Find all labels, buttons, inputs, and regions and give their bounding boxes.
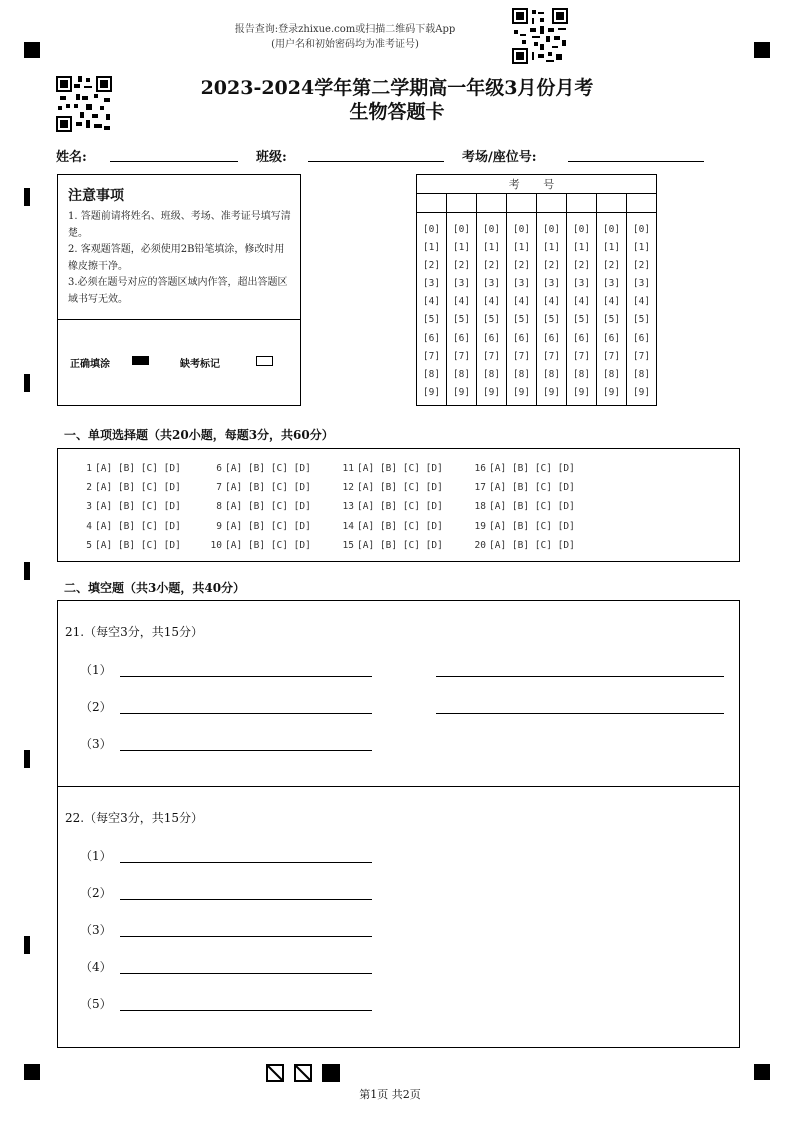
exam-digit-bubbles	[477, 221, 506, 402]
mc-option-bubbles[interactable]: [A] [B] [C] [D]	[225, 520, 311, 532]
notice-item: 2. 客观题答题，必须使用2B铅笔填涂，修改时用橡皮擦干净。	[68, 244, 285, 272]
mc-question-row	[468, 536, 575, 555]
answer-line[interactable]	[120, 1010, 372, 1011]
digit-bubble[interactable]: [6]	[452, 332, 471, 344]
answer-line[interactable]	[436, 676, 724, 677]
digit-bubble[interactable]: [7]	[452, 350, 471, 362]
mc-question-row	[204, 459, 311, 478]
q21-blank-3	[80, 735, 730, 755]
mc-question-number: 6	[216, 463, 222, 474]
exam-number-write-box[interactable]	[567, 194, 596, 213]
q22-blank-1	[80, 847, 400, 867]
exam-number-column	[597, 194, 627, 405]
mc-question-number: 17	[474, 482, 486, 494]
mc-option-bubbles[interactable]: [A] [B] [C] [D]	[489, 463, 575, 474]
blank-label: （1）	[80, 663, 112, 677]
timing-mark	[24, 750, 30, 768]
blank-label: （3）	[80, 737, 112, 751]
digit-bubble[interactable]: [9]	[452, 386, 471, 398]
mc-question-row	[336, 459, 443, 478]
mc-option-bubbles[interactable]: [A] [B] [C] [D]	[357, 501, 443, 513]
mc-option-bubbles[interactable]: [A] [B] [C] [D]	[357, 520, 443, 532]
mc-question-row	[468, 459, 575, 478]
blank-label: （1）	[80, 849, 112, 863]
notice-items	[68, 209, 292, 308]
digit-bubble[interactable]: [1]	[422, 242, 441, 254]
digit-bubble[interactable]: [8]	[482, 368, 501, 380]
digit-bubble[interactable]: [9]	[632, 386, 651, 398]
exam-number-write-box[interactable]	[477, 194, 506, 213]
mc-option-bubbles[interactable]: [A] [B] [C] [D]	[225, 482, 311, 494]
mc-question-number: 2	[86, 482, 92, 494]
mc-question-row	[74, 459, 181, 478]
answer-line[interactable]	[436, 713, 724, 714]
exam-number-write-box[interactable]	[507, 194, 536, 213]
exam-number-write-box[interactable]	[627, 194, 656, 213]
mc-option-bubbles[interactable]: [A] [B] [C] [D]	[225, 539, 311, 551]
timing-mark	[24, 374, 30, 392]
mc-option-bubbles[interactable]: [A] [B] [C] [D]	[357, 463, 443, 474]
mc-question-number: 7	[216, 482, 222, 494]
qr-code-icon	[512, 8, 568, 64]
exam-digit-bubbles	[507, 221, 536, 402]
q21-blank-1	[80, 661, 730, 681]
digit-bubble[interactable]: [9]	[512, 386, 531, 398]
exam-digit-bubbles	[537, 221, 566, 402]
exam-number-column	[507, 194, 537, 405]
exam-digit-bubbles	[627, 221, 656, 402]
mc-question-row	[468, 478, 575, 497]
mc-question-number: 11	[342, 463, 354, 474]
mc-question-number: 14	[342, 520, 354, 532]
filled-box-icon	[322, 1064, 340, 1082]
blank-label: （2）	[80, 700, 112, 714]
q22-blank-5	[80, 995, 400, 1015]
digit-bubble[interactable]: [4]	[512, 296, 531, 308]
mc-option-bubbles[interactable]: [A] [B] [C] [D]	[489, 520, 575, 532]
title-line2: 生物答题卡	[349, 101, 445, 123]
mc-question-row	[74, 536, 181, 555]
seat-field[interactable]	[568, 161, 704, 162]
absent-mark-box[interactable]	[256, 356, 273, 366]
mc-option-bubbles[interactable]: [A] [B] [C] [D]	[489, 539, 575, 551]
digit-bubble[interactable]: [4]	[452, 296, 471, 308]
mc-question-row	[204, 478, 311, 497]
q22-blank-3	[80, 921, 400, 941]
class-field[interactable]	[308, 161, 444, 162]
digit-bubble[interactable]: [8]	[632, 368, 651, 380]
answer-line[interactable]	[120, 862, 372, 863]
report-query-line2: (用户名和初始密码均为准考证号)	[271, 39, 419, 50]
digit-bubble[interactable]: [5]	[512, 314, 531, 326]
digit-bubble[interactable]: [0]	[602, 224, 621, 235]
digit-bubble[interactable]: [9]	[422, 386, 441, 398]
mc-question-row	[204, 517, 311, 536]
student-info-row	[56, 146, 756, 166]
digit-bubble[interactable]: [5]	[482, 314, 501, 326]
digit-bubble[interactable]: [4]	[632, 296, 651, 308]
mc-question-row	[468, 517, 575, 536]
exam-number-grid	[416, 174, 657, 406]
name-field[interactable]	[110, 161, 238, 162]
exam-number-write-box[interactable]	[447, 194, 476, 213]
corner-mark-bottom-left	[24, 1064, 40, 1080]
digit-bubble[interactable]: [5]	[452, 314, 471, 326]
digit-bubble[interactable]: [6]	[422, 332, 441, 344]
mc-option-bubbles[interactable]: [A] [B] [C] [D]	[357, 482, 443, 494]
digit-bubble[interactable]: [2]	[572, 260, 591, 272]
notice-item: 1. 答题前请将姓名、班级、考场、准考证号填写清楚。	[68, 211, 291, 239]
mc-option-bubbles[interactable]: [A] [B] [C] [D]	[95, 539, 181, 551]
timing-mark	[24, 936, 30, 954]
answer-line[interactable]	[120, 713, 372, 714]
digit-bubble[interactable]: [6]	[482, 332, 501, 344]
exam-number-write-box[interactable]	[597, 194, 626, 213]
digit-bubble[interactable]: [9]	[572, 386, 591, 398]
mc-option-bubbles[interactable]: [A] [B] [C] [D]	[95, 520, 181, 532]
mc-question-number: 5	[86, 539, 92, 551]
digit-bubble[interactable]: [8]	[452, 368, 471, 380]
mc-question-row	[336, 517, 443, 536]
exam-number-title: 考 号	[417, 175, 656, 194]
digit-bubble[interactable]: [4]	[422, 296, 441, 308]
mc-question-row	[336, 497, 443, 516]
digit-bubble[interactable]: [3]	[632, 278, 651, 290]
mc-question-number: 18	[474, 501, 486, 513]
mc-question-column	[336, 459, 443, 555]
section1-title: 一、单项选择题（共20小题，每题3分，共60分）	[64, 428, 334, 442]
page-number: 第1页 共2页	[359, 1088, 421, 1101]
mc-question-row	[204, 536, 311, 555]
digit-bubble[interactable]: [0]	[512, 224, 531, 235]
blank-label: （3）	[80, 923, 112, 937]
mc-question-row	[74, 478, 181, 497]
digit-bubble[interactable]: [8]	[542, 368, 561, 380]
exam-digit-bubbles	[417, 221, 446, 402]
mc-question-number: 16	[474, 463, 486, 474]
report-query-note	[200, 22, 490, 52]
digit-bubble[interactable]: [0]	[482, 224, 501, 235]
digit-bubble[interactable]: [9]	[542, 386, 561, 398]
digit-bubble[interactable]: [0]	[572, 224, 591, 235]
absent-label: 缺考标记	[180, 359, 220, 370]
digit-bubble[interactable]: [1]	[482, 242, 501, 254]
q22-blank-2	[80, 884, 400, 904]
digit-bubble[interactable]: [5]	[542, 314, 561, 326]
blank-label: （2）	[80, 886, 112, 900]
digit-bubble[interactable]: [8]	[422, 368, 441, 380]
mc-option-bubbles[interactable]: [A] [B] [C] [D]	[225, 463, 311, 474]
mc-question-row	[204, 497, 311, 516]
digit-bubble[interactable]: [9]	[602, 386, 621, 398]
digit-bubble[interactable]: [3]	[542, 278, 561, 290]
title-line1: 2023-2024学年第二学期高一年级3月份月考	[200, 77, 594, 99]
digit-bubble[interactable]: [3]	[602, 278, 621, 290]
digit-bubble[interactable]: [2]	[482, 260, 501, 272]
mc-question-column	[468, 459, 575, 555]
notice-item: 3.必须在题号对应的答题区域内作答，超出答题区域书写无效。	[68, 277, 288, 305]
answer-line[interactable]	[120, 936, 372, 937]
mc-option-bubbles[interactable]: [A] [B] [C] [D]	[95, 482, 181, 494]
mc-question-row	[74, 497, 181, 516]
mc-question-row	[468, 497, 575, 516]
section2-title: 二、填空题（共3小题，共40分）	[64, 581, 246, 595]
digit-bubble[interactable]: [3]	[572, 278, 591, 290]
notice-box	[57, 174, 301, 406]
digit-bubble[interactable]: [7]	[512, 350, 531, 362]
exam-digit-bubbles	[567, 221, 596, 402]
exam-digit-bubbles	[597, 221, 626, 402]
digit-bubble[interactable]: [7]	[632, 350, 651, 362]
mc-option-bubbles[interactable]: [A] [B] [C] [D]	[225, 501, 311, 513]
digit-bubble[interactable]: [6]	[632, 332, 651, 344]
corner-mark-top-left	[24, 42, 40, 58]
digit-bubble[interactable]: [3]	[422, 278, 441, 290]
blank-label: （4）	[80, 960, 112, 974]
mc-question-row	[336, 478, 443, 497]
mc-option-bubbles[interactable]: [A] [B] [C] [D]	[95, 463, 181, 474]
digit-bubble[interactable]: [4]	[542, 296, 561, 308]
exam-number-write-box[interactable]	[537, 194, 566, 213]
mc-question-number: 12	[342, 482, 354, 494]
mc-question-column	[74, 459, 181, 555]
correct-fill-sample	[132, 356, 149, 365]
mc-question-number: 19	[474, 520, 486, 532]
digit-bubble[interactable]: [0]	[422, 224, 441, 235]
exam-number-columns	[417, 194, 656, 405]
digit-bubble[interactable]: [2]	[452, 260, 471, 272]
digit-bubble[interactable]: [2]	[512, 260, 531, 272]
answer-line[interactable]	[120, 676, 372, 677]
digit-bubble[interactable]: [3]	[512, 278, 531, 290]
digit-bubble[interactable]: [8]	[572, 368, 591, 380]
digit-bubble[interactable]: [1]	[512, 242, 531, 254]
exam-number-column	[477, 194, 507, 405]
qr-code-icon	[56, 76, 112, 132]
digit-bubble[interactable]: [8]	[512, 368, 531, 380]
mc-question-row	[336, 536, 443, 555]
mc-question-number: 1	[86, 463, 92, 474]
seat-label: 考场/座位号:	[462, 150, 537, 165]
timing-mark	[24, 188, 30, 206]
report-query-line1: 报告查询:登录zhixue.com或扫描二维码下载App	[234, 24, 456, 35]
q22-blank-4	[80, 958, 400, 978]
answer-line[interactable]	[120, 750, 372, 751]
mc-question-number: 8	[216, 501, 222, 513]
digit-bubble[interactable]: [8]	[602, 368, 621, 380]
digit-bubble[interactable]: [4]	[482, 296, 501, 308]
digit-bubble[interactable]: [1]	[452, 242, 471, 254]
digit-bubble[interactable]: [6]	[542, 332, 561, 344]
digit-bubble[interactable]: [6]	[602, 332, 621, 344]
digit-bubble[interactable]: [5]	[602, 314, 621, 326]
exam-number-column	[447, 194, 477, 405]
mc-question-number: 9	[216, 520, 222, 532]
crossed-box-icon	[294, 1064, 312, 1082]
digit-bubble[interactable]: [7]	[572, 350, 591, 362]
digit-bubble[interactable]: [4]	[572, 296, 591, 308]
exam-number-column	[567, 194, 597, 405]
digit-bubble[interactable]: [0]	[632, 224, 651, 235]
digit-bubble[interactable]: [7]	[422, 350, 441, 362]
digit-bubble[interactable]: [7]	[602, 350, 621, 362]
answer-line[interactable]	[120, 899, 372, 900]
mc-option-bubbles[interactable]: [A] [B] [C] [D]	[489, 482, 575, 494]
blank-label: （5）	[80, 997, 112, 1011]
mc-question-column	[204, 459, 311, 555]
digit-bubble[interactable]: [9]	[482, 386, 501, 398]
digit-bubble[interactable]: [5]	[632, 314, 651, 326]
digit-bubble[interactable]: [2]	[602, 260, 621, 272]
crossed-box-icon	[266, 1064, 284, 1082]
digit-bubble[interactable]: [7]	[482, 350, 501, 362]
mc-question-number: 3	[86, 501, 92, 513]
mc-option-bubbles[interactable]: [A] [B] [C] [D]	[95, 501, 181, 513]
multiple-choice-box	[57, 448, 740, 562]
digit-bubble[interactable]: [3]	[482, 278, 501, 290]
digit-bubble[interactable]: [1]	[602, 242, 621, 254]
exam-number-column	[417, 194, 447, 405]
question21-head: 21.（每空3分，共15分）	[65, 625, 203, 639]
digit-bubble[interactable]: [0]	[452, 224, 471, 235]
exam-number-column	[627, 194, 656, 405]
digit-bubble[interactable]: [4]	[602, 296, 621, 308]
correct-fill-label: 正确填涂	[70, 359, 110, 370]
question22-head: 22.（每空3分，共15分）	[65, 811, 203, 825]
mc-option-bubbles[interactable]: [A] [B] [C] [D]	[357, 539, 443, 551]
corner-mark-bottom-right	[754, 1064, 770, 1080]
digit-bubble[interactable]: [2]	[422, 260, 441, 272]
digit-bubble[interactable]: [0]	[542, 224, 561, 235]
digit-bubble[interactable]: [7]	[542, 350, 561, 362]
answer-line[interactable]	[120, 973, 372, 974]
corner-mark-top-right	[754, 42, 770, 58]
mc-question-number: 15	[342, 539, 354, 551]
page-title	[150, 76, 644, 124]
name-label: 姓名:	[56, 150, 87, 165]
digit-bubble[interactable]: [1]	[572, 242, 591, 254]
notice-divider	[58, 319, 300, 320]
mc-question-row	[74, 517, 181, 536]
mc-option-bubbles[interactable]: [A] [B] [C] [D]	[489, 501, 575, 513]
mc-question-number: 20	[474, 539, 486, 551]
exam-digit-bubbles	[447, 221, 476, 402]
question22-box	[57, 786, 740, 1048]
q21-blank-2	[80, 698, 730, 718]
class-label: 班级:	[256, 150, 287, 165]
digit-bubble[interactable]: [6]	[572, 332, 591, 344]
digit-bubble[interactable]: [2]	[542, 260, 561, 272]
mc-question-number: 10	[210, 539, 222, 551]
question21-box	[57, 600, 740, 787]
timing-mark	[24, 562, 30, 580]
digit-bubble[interactable]: [2]	[632, 260, 651, 272]
exam-number-write-box[interactable]	[417, 194, 446, 213]
digit-bubble[interactable]: [6]	[512, 332, 531, 344]
exam-number-column	[537, 194, 567, 405]
digit-bubble[interactable]: [3]	[452, 278, 471, 290]
mc-question-number: 4	[86, 520, 92, 532]
digit-bubble[interactable]: [1]	[632, 242, 651, 254]
digit-bubble[interactable]: [5]	[422, 314, 441, 326]
mc-question-number: 13	[342, 501, 354, 513]
notice-title: 注意事项	[68, 188, 124, 204]
digit-bubble[interactable]: [1]	[542, 242, 561, 254]
digit-bubble[interactable]: [5]	[572, 314, 591, 326]
